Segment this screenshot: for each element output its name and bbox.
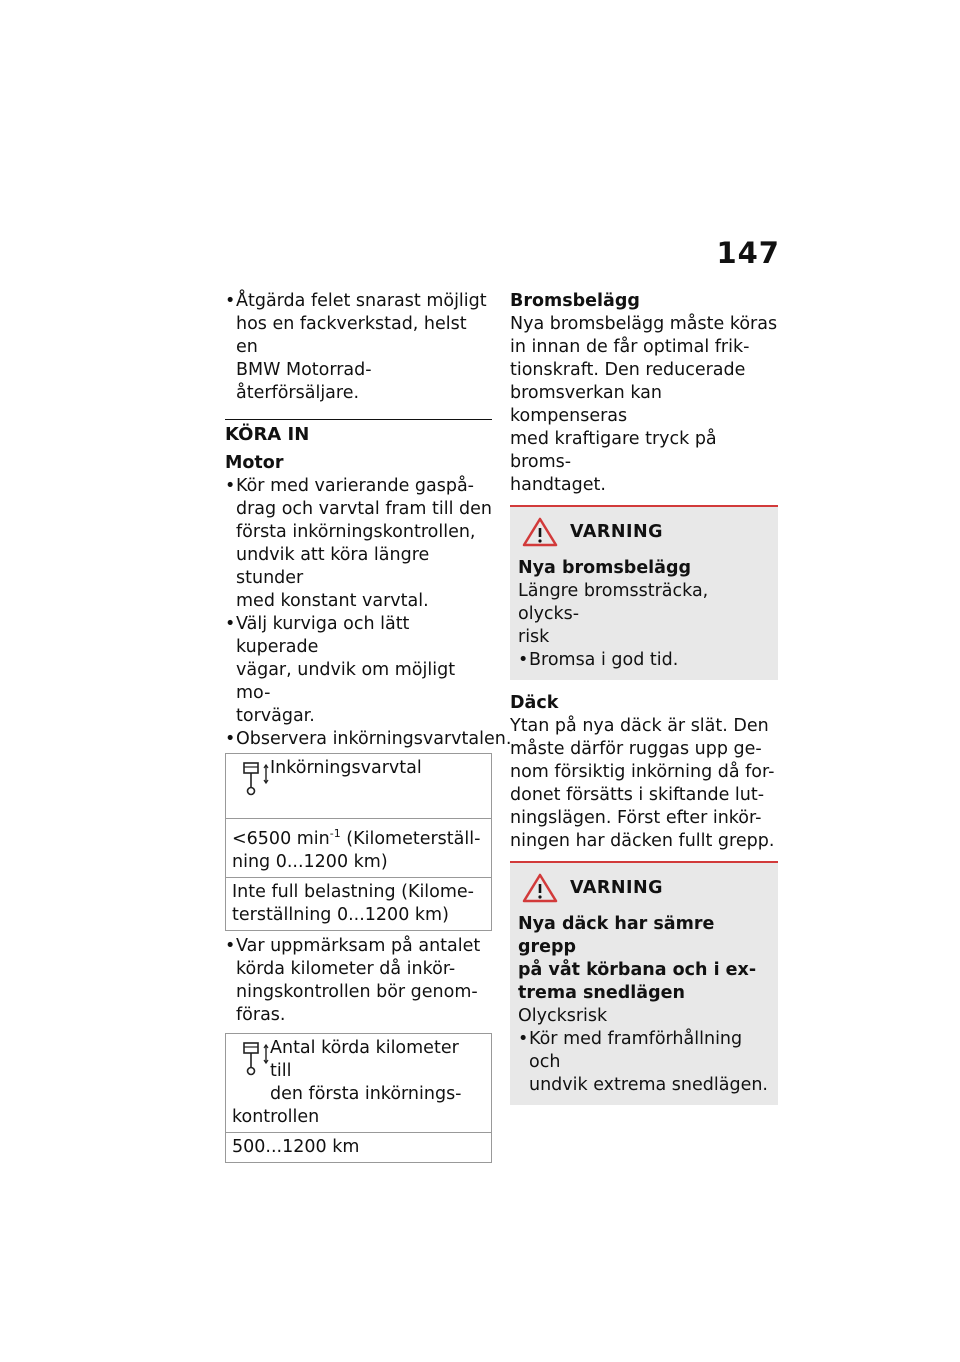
warning-label: VARNING <box>570 877 664 898</box>
subheading-motor: Motor <box>225 453 284 473</box>
warning-bullet: • Bromsa i god tid. <box>518 649 770 672</box>
right-column <box>510 290 778 1105</box>
intro-bullet: • Åtgärda felet snarast möjligt hos en fackverkstad, helst en BMW Motorrad-återförsäljare. <box>225 290 492 405</box>
left-column <box>225 290 512 1163</box>
table-header: Inkörningsvarvtal <box>270 758 422 778</box>
warning-triangle-icon <box>522 873 558 903</box>
warning-text: Längre bromssträcka, olycks- risk <box>518 581 709 647</box>
list-item: • Kör med varierande gaspå- drag och varvtal fram till den första inkörningskontrollen, undvik att köra längre stunder med konstant varvtal. <box>225 475 492 613</box>
warning-subtitle: Nya bromsbelägg <box>518 558 692 578</box>
list-item: • Var uppmärksam på antalet körda kilometer då inkör- ningskontrollen bör genom- föras. <box>225 935 492 1027</box>
break-in-rpm-table <box>225 753 492 931</box>
break-in-km-table: Antal körda kilometer till den första inkörnings- kontrollen 500...1200 km <box>225 1033 492 1163</box>
warning-label: VARNING <box>570 521 664 542</box>
engine-piston-icon <box>236 761 270 797</box>
tire-paragraph: Ytan på nya däck är slät. Den måste därför ruggas upp ge- nom försiktig inkörning då for- donet försätts i skiftande lut- ningslägen. Först efter inkör- ningen har däcken fullt grepp. <box>510 716 775 851</box>
engine-piston-icon <box>236 1041 270 1077</box>
warning-subtitle: Nya däck har sämre grepp på våt körbana och i ex- trema snedlägen <box>518 914 757 1003</box>
list-item: • Välj kurviga och lätt kuperade vägar, undvik om möjligt mo- torvägar. <box>225 613 492 728</box>
warning-triangle-icon <box>522 517 558 547</box>
subheading-brakes: Bromsbelägg <box>510 291 640 311</box>
brake-paragraph: Nya bromsbelägg måste köras in innan de får optimal frik- tionskraft. Den reducerade bromsverkan kan kompenseras med kraftigare tryck på broms- handtaget. <box>510 314 778 495</box>
warning-bullet: • Kör med framförhållning och undvik extrema snedlägen. <box>518 1028 770 1097</box>
table-row: 500...1200 km <box>226 1132 492 1162</box>
subheading-tires: Däck <box>510 693 559 713</box>
table-row: <6500 $\min^{-1}$ (Kilometerställ- ning 0...1200 km) <box>226 819 492 878</box>
page-number: 147 <box>716 236 780 270</box>
list-item: • Observera inkörningsvarvtalen. <box>225 728 492 751</box>
warning-box-tires <box>510 861 778 1105</box>
warning-box-brakes <box>510 505 778 680</box>
section-title: KÖRA IN <box>225 419 492 446</box>
warning-text: Olycksrisk <box>518 1006 608 1026</box>
table-row: Inte full belastning (Kilome- terställning 0...1200 km) <box>226 877 492 930</box>
